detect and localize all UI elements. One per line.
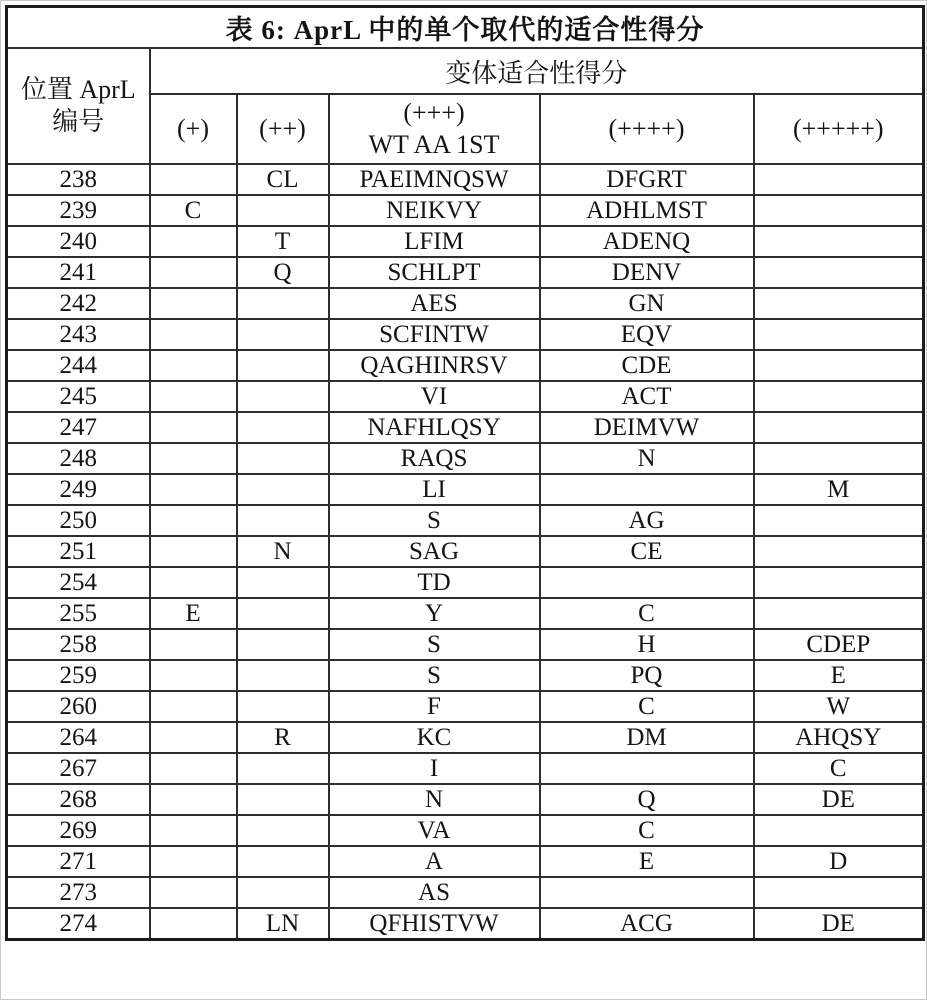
score-cell: QFHISTVW <box>329 908 540 940</box>
col-header-plus1: (+) <box>150 94 237 164</box>
score-cell: LFIM <box>329 226 540 257</box>
position-cell: 251 <box>7 536 150 567</box>
score-cell <box>754 257 924 288</box>
score-cell: Q <box>237 257 329 288</box>
score-cell <box>150 443 237 474</box>
score-cell <box>540 567 754 598</box>
position-cell: 267 <box>7 753 150 784</box>
score-cell <box>237 877 329 908</box>
score-cell: E <box>150 598 237 629</box>
position-cell: 249 <box>7 474 150 505</box>
score-cell: KC <box>329 722 540 753</box>
score-cell: TD <box>329 567 540 598</box>
score-cell: CE <box>540 536 754 567</box>
score-cell: ADHLMST <box>540 195 754 226</box>
score-cell: LN <box>237 908 329 940</box>
score-cell <box>540 474 754 505</box>
score-cell: S <box>329 629 540 660</box>
score-cell: N <box>540 443 754 474</box>
col-header-position-line1: 位置 AprL <box>20 74 136 104</box>
table-row <box>7 691 924 722</box>
score-cell <box>237 195 329 226</box>
position-cell: 264 <box>7 722 150 753</box>
title-row <box>7 7 924 49</box>
score-cell <box>150 846 237 877</box>
score-cell: VI <box>329 381 540 412</box>
position-cell: 238 <box>7 164 150 195</box>
score-cell <box>150 505 237 536</box>
table-row <box>7 815 924 846</box>
score-cell <box>150 877 237 908</box>
score-cell <box>150 908 237 940</box>
score-cell: M <box>754 474 924 505</box>
col-header-plus5: (+++++) <box>754 94 924 164</box>
score-cell: D <box>754 846 924 877</box>
table-row <box>7 226 924 257</box>
score-cell: EQV <box>540 319 754 350</box>
score-cell: C <box>540 598 754 629</box>
score-cell: AG <box>540 505 754 536</box>
score-cell: GN <box>540 288 754 319</box>
fitness-score-table <box>5 5 925 941</box>
score-cell <box>237 319 329 350</box>
score-cell <box>754 412 924 443</box>
position-cell: 248 <box>7 443 150 474</box>
table-row <box>7 443 924 474</box>
position-cell: 255 <box>7 598 150 629</box>
score-cell: C <box>540 691 754 722</box>
position-cell: 273 <box>7 877 150 908</box>
score-cell <box>150 381 237 412</box>
score-cell <box>237 567 329 598</box>
score-cell <box>150 257 237 288</box>
col-header-plus4: (++++) <box>540 94 754 164</box>
score-cell <box>540 877 754 908</box>
position-cell: 247 <box>7 412 150 443</box>
score-cell <box>754 164 924 195</box>
col-header-wt-aa-note: WT AA 1ST <box>368 130 500 159</box>
table-row <box>7 877 924 908</box>
score-cell <box>754 877 924 908</box>
score-cell <box>150 288 237 319</box>
score-cell <box>754 319 924 350</box>
table-row <box>7 567 924 598</box>
table-row <box>7 319 924 350</box>
score-cell: T <box>237 226 329 257</box>
score-cell: RAQS <box>329 443 540 474</box>
score-cell: E <box>540 846 754 877</box>
score-cell <box>237 381 329 412</box>
score-cell: ACT <box>540 381 754 412</box>
score-cell <box>237 629 329 660</box>
position-cell: 271 <box>7 846 150 877</box>
table-row <box>7 660 924 691</box>
score-cell <box>150 815 237 846</box>
score-cell <box>237 288 329 319</box>
table-header <box>7 7 924 165</box>
score-cell <box>754 505 924 536</box>
position-cell: 245 <box>7 381 150 412</box>
score-cell: DFGRT <box>540 164 754 195</box>
score-cell <box>150 319 237 350</box>
score-cell: Y <box>329 598 540 629</box>
score-cell: AES <box>329 288 540 319</box>
score-cell: ADENQ <box>540 226 754 257</box>
score-cell <box>150 691 237 722</box>
score-cell <box>754 598 924 629</box>
table-row <box>7 598 924 629</box>
score-cell: AS <box>329 877 540 908</box>
score-cell <box>754 567 924 598</box>
score-cell <box>237 784 329 815</box>
position-cell: 242 <box>7 288 150 319</box>
score-cell: CDE <box>540 350 754 381</box>
score-cell <box>754 815 924 846</box>
score-cell: A <box>329 846 540 877</box>
table-row <box>7 381 924 412</box>
table-row <box>7 722 924 753</box>
score-cell: W <box>754 691 924 722</box>
score-cell: N <box>237 536 329 567</box>
score-cell <box>754 381 924 412</box>
score-cell <box>237 753 329 784</box>
table-row <box>7 784 924 815</box>
position-cell: 268 <box>7 784 150 815</box>
header-row-top <box>7 48 924 94</box>
score-cell: S <box>329 660 540 691</box>
score-cell: SAG <box>329 536 540 567</box>
score-cell: CDEP <box>754 629 924 660</box>
position-cell: 258 <box>7 629 150 660</box>
score-cell <box>150 412 237 443</box>
col-header-plus3-score: (+++) <box>403 97 465 127</box>
table-row <box>7 412 924 443</box>
score-cell: H <box>540 629 754 660</box>
score-cell <box>754 226 924 257</box>
score-cell <box>754 288 924 319</box>
score-cell: S <box>329 505 540 536</box>
score-cell <box>540 753 754 784</box>
position-cell: 240 <box>7 226 150 257</box>
score-cell <box>237 815 329 846</box>
score-cell <box>150 722 237 753</box>
score-cell <box>150 753 237 784</box>
table-row <box>7 536 924 567</box>
col-header-position <box>7 48 150 164</box>
position-cell: 239 <box>7 195 150 226</box>
score-cell: Q <box>540 784 754 815</box>
score-cell: DEIMVW <box>540 412 754 443</box>
score-cell <box>237 474 329 505</box>
table-row <box>7 908 924 940</box>
score-cell <box>150 226 237 257</box>
score-cell: ACG <box>540 908 754 940</box>
score-cell <box>237 598 329 629</box>
score-cell: E <box>754 660 924 691</box>
table-row <box>7 195 924 226</box>
position-cell: 259 <box>7 660 150 691</box>
table-row <box>7 350 924 381</box>
score-cell: SCFINTW <box>329 319 540 350</box>
score-cell <box>150 350 237 381</box>
col-header-variant-scores: 变体适合性得分 <box>150 48 924 94</box>
table-row <box>7 629 924 660</box>
score-cell <box>150 164 237 195</box>
score-cell: VA <box>329 815 540 846</box>
score-cell: C <box>754 753 924 784</box>
score-cell <box>237 505 329 536</box>
score-cell: SCHLPT <box>329 257 540 288</box>
score-cell: C <box>540 815 754 846</box>
score-cell: NAFHLQSY <box>329 412 540 443</box>
position-cell: 260 <box>7 691 150 722</box>
position-cell: 243 <box>7 319 150 350</box>
score-cell <box>150 474 237 505</box>
score-cell: AHQSY <box>754 722 924 753</box>
score-cell: CL <box>237 164 329 195</box>
score-cell: DE <box>754 784 924 815</box>
table-body <box>7 164 924 940</box>
score-cell <box>150 567 237 598</box>
score-cell <box>754 350 924 381</box>
score-cell <box>237 691 329 722</box>
table-row <box>7 288 924 319</box>
position-cell: 241 <box>7 257 150 288</box>
position-cell: 244 <box>7 350 150 381</box>
score-cell: R <box>237 722 329 753</box>
position-cell: 250 <box>7 505 150 536</box>
score-cell <box>237 660 329 691</box>
table-row <box>7 257 924 288</box>
score-cell: NEIKVY <box>329 195 540 226</box>
table-title: 表 6: AprL 中的单个取代的适合性得分 <box>7 7 924 49</box>
score-cell <box>754 443 924 474</box>
score-cell <box>150 660 237 691</box>
score-cell: DENV <box>540 257 754 288</box>
col-header-position-line2: 编号 <box>52 107 105 136</box>
score-cell <box>754 195 924 226</box>
score-cell <box>237 443 329 474</box>
position-cell: 269 <box>7 815 150 846</box>
position-cell: 274 <box>7 908 150 940</box>
score-cell <box>237 412 329 443</box>
col-header-plus3 <box>329 94 540 164</box>
score-cell: PQ <box>540 660 754 691</box>
score-cell <box>754 536 924 567</box>
score-cell: F <box>329 691 540 722</box>
table-row <box>7 164 924 195</box>
score-cell: C <box>150 195 237 226</box>
score-cell: I <box>329 753 540 784</box>
table-row <box>7 753 924 784</box>
score-cell: PAEIMNQSW <box>329 164 540 195</box>
table-row <box>7 846 924 877</box>
score-cell: DE <box>754 908 924 940</box>
table-row <box>7 474 924 505</box>
score-cell <box>237 846 329 877</box>
position-cell: 254 <box>7 567 150 598</box>
col-header-plus2: (++) <box>237 94 329 164</box>
table-row <box>7 505 924 536</box>
score-cell: QAGHINRSV <box>329 350 540 381</box>
score-cell <box>150 784 237 815</box>
score-cell <box>237 350 329 381</box>
score-cell <box>150 629 237 660</box>
score-cell <box>150 536 237 567</box>
score-cell: DM <box>540 722 754 753</box>
score-cell: N <box>329 784 540 815</box>
score-cell: LI <box>329 474 540 505</box>
